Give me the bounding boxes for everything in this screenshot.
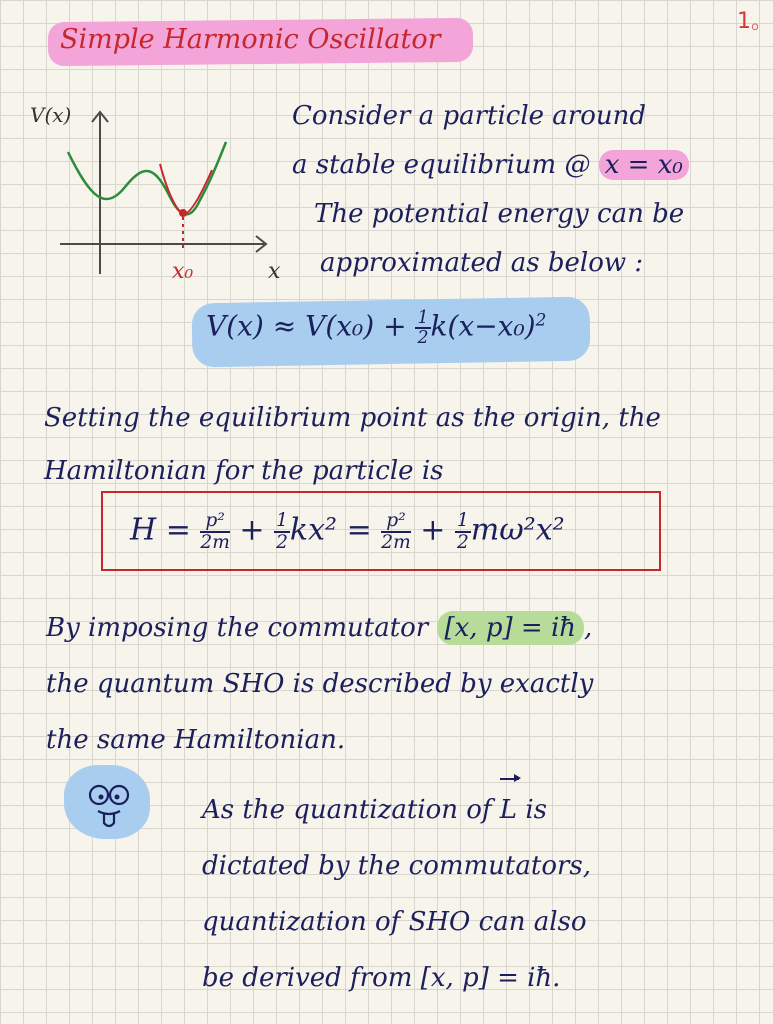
face-tongue [104, 814, 114, 826]
commutator-line-1-suffix: , [584, 613, 593, 643]
ham-p2: p² [200, 511, 229, 533]
commutator-line-1 [46, 600, 593, 656]
ham-plus-2: + [410, 512, 455, 548]
note-line-4: be derived from [x, p] = iħ. [202, 963, 561, 993]
hamiltonian-equation [130, 511, 565, 552]
graph-x-label: x [268, 259, 281, 284]
approx-lhs: V(x) ≈ V(x₀) + [206, 309, 416, 343]
page-number: 1。 [737, 9, 773, 34]
commutator-paragraph [46, 600, 593, 768]
face-mouth [98, 811, 120, 814]
ham-half-den-1: 2 [276, 531, 288, 553]
face-right-eye [110, 786, 128, 804]
ham-h: H = [130, 512, 201, 548]
commutator-line-3: the same Hamiltonian. [46, 725, 346, 755]
approx-equation [206, 309, 546, 347]
ham-half-fraction-2 [455, 511, 471, 552]
ham-kinetic-fraction-2 [381, 511, 410, 552]
intro-line-2 [292, 141, 689, 190]
origin-line-1: Setting the equilibrium point as the origin, the [44, 403, 661, 433]
origin-line-2: Hamiltonian for the particle is [44, 456, 444, 486]
potential-curve [68, 142, 226, 214]
angular-momentum-vector: L [500, 782, 517, 838]
ham-kinetic-fraction [200, 511, 229, 552]
note-line-1 [202, 782, 591, 838]
intro-line-2-prefix: a stable equilibrium @ [292, 150, 599, 180]
intro-line-3: The potential energy can be [314, 199, 685, 229]
note-line-1-prefix: As the quantization of [202, 795, 500, 825]
face-left-pupil [99, 795, 104, 800]
intro-line-4: approximated as below : [320, 248, 644, 278]
approx-frac-den: 2 [417, 328, 429, 349]
ham-half-fraction-1 [274, 511, 290, 552]
origin-paragraph [44, 392, 661, 498]
intro-line-1: Consider a particle around [292, 101, 647, 131]
ham-plus-1: + [229, 512, 275, 548]
ham-mw2x2: mω²x² [470, 512, 565, 548]
ham-half-den-2: 2 [456, 531, 469, 553]
ham-2m-b: 2m [381, 531, 411, 553]
note-line-1-suffix: is [517, 795, 547, 825]
equilibrium-highlight: x = x₀ [599, 150, 689, 180]
note-paragraph [202, 782, 591, 1006]
silly-face-icon [84, 775, 134, 831]
approx-frac-num: 1 [417, 308, 429, 328]
face-left-eye [90, 786, 108, 804]
potential-well-graph [30, 92, 290, 292]
graph-y-label: V(x) [30, 103, 72, 127]
commutator-line-1-prefix: By imposing the commutator [46, 613, 437, 643]
ham-half-num-1: 1 [276, 510, 288, 531]
ham-2m: 2m [200, 531, 230, 553]
intro-paragraph [292, 92, 689, 288]
harmonic-approx-curve [160, 164, 212, 214]
ham-kx2: kx² = [289, 512, 382, 548]
face-right-pupil [115, 795, 120, 800]
graph-x0-label: x₀ [172, 259, 194, 284]
ham-half-num-2: 1 [456, 510, 469, 531]
equilibrium-point [179, 209, 187, 217]
approx-rhs: k(x−x₀) [430, 309, 536, 343]
approx-half-fraction [415, 309, 430, 347]
commutator-line-2: the quantum SHO is described by exactly [46, 669, 594, 699]
note-line-3: quantization of SHO can also [202, 907, 587, 937]
note-line-2: dictated by the commutators, [202, 851, 592, 881]
page-title: Simple Harmonic Oscillator [60, 24, 441, 55]
ham-p2-b: p² [381, 511, 410, 533]
approx-power: 2 [535, 309, 547, 330]
commutator-highlight: [x, p] = iħ [437, 611, 585, 645]
